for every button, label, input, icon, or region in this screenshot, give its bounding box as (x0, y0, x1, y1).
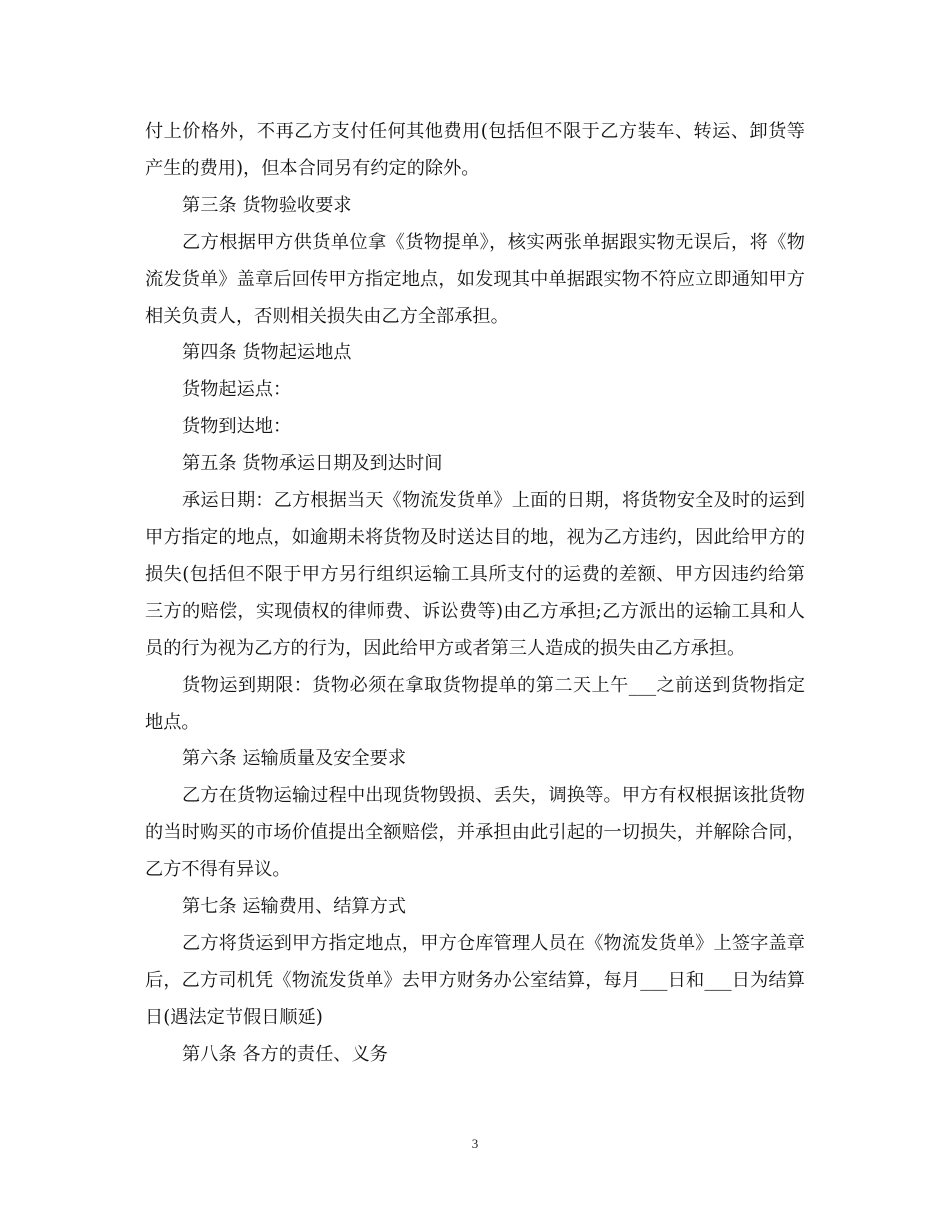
article-6-heading: 第六条 运输质量及安全要求 (182, 748, 407, 770)
article-8-heading: 第八条 各方的责任、义务 (182, 1043, 388, 1065)
paragraph-continuation: 付上价格外，不再乙方支付任何其他费用(包括但不限于乙方装车、转运、卸货等产生的费用)，但本合同另有约定的除外。 (145, 121, 805, 179)
article-5-paragraph-shipping-date: 承运日期：乙方根据当天《物流发货单》上面的日期，将货物安全及时的运到甲方指定的地点，如逾期未将货物及时送达目的地，视为乙方违约，因此给甲方的损失(包括但不限于甲方另行组织运输工具所支付的运费的差额、甲方因违约给第三方的赔偿，实现债权的律师费、诉讼费等)由乙方承担;乙方派出的运输工具和人员的行为视为乙方的行为，因此给甲方或者第三人造成的损失由乙方承担。 (145, 490, 805, 659)
article-5-heading: 第五条 货物承运日期及到达时间 (182, 453, 443, 475)
destination-field: 货物到达地： (182, 416, 292, 438)
article-7-paragraph: 乙方将货运到甲方指定地点，甲方仓库管理人员在《物流发货单》上签字盖章后，乙方司机凭《物流发货单》去甲方财务办公室结算，每月___日和___日为结算日(遇法定节假日顺延) (145, 932, 805, 1028)
article-7-heading: 第七条 运输费用、结算方式 (182, 896, 407, 918)
article-3-heading: 第三条 货物验收要求 (182, 194, 352, 216)
article-3-paragraph: 乙方根据甲方供货单位拿《货物提单》，核实两张单据跟实物无误后，将《物流发货单》盖章后回传甲方指定地点，如发现其中单据跟实物不符应立即通知甲方相关负责人，否则相关损失由乙方全部承担。 (145, 231, 805, 327)
article-4-heading: 第四条 货物起运地点 (182, 342, 352, 364)
article-5-paragraph-delivery-deadline: 货物运到期限：货物必须在拿取货物提单的第二天上午___之前送到货物指定地点。 (145, 674, 805, 733)
page-number: 3 (471, 1136, 479, 1151)
document-body (145, 114, 805, 1074)
article-6-paragraph: 乙方在货物运输过程中出现货物毁损、丢失，调换等。甲方有权根据该批货物的当时购买的市场价值提出全额赔偿，并承担由此引起的一切损失，并解除合同，乙方不得有异议。 (145, 785, 805, 881)
origin-field: 货物起运点： (182, 379, 292, 401)
